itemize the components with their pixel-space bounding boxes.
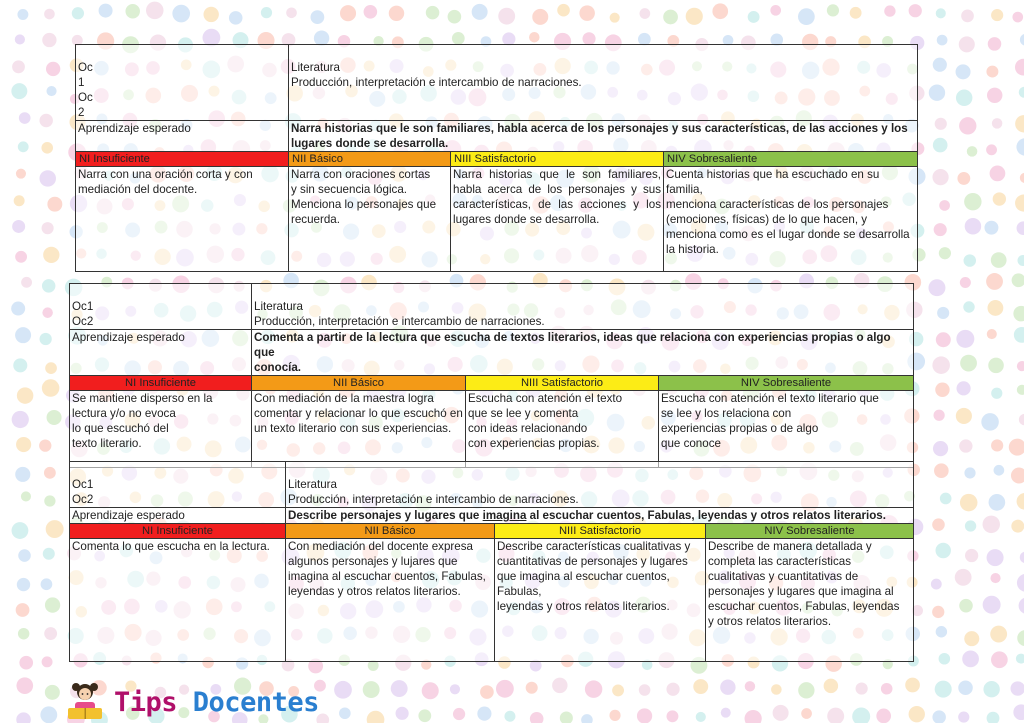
oc-label: Oc 1 Oc 2: [78, 61, 93, 119]
aprendizaje-text: [286, 508, 914, 524]
descriptors-row: [70, 391, 914, 468]
descriptor-n3: Narra historias que le son familiares, habla acerca de los personajes y sus características, de las acciones y los lugares donde se desarrolla.: [451, 167, 664, 272]
oc-row: [70, 284, 914, 330]
oc-label: Oc1 Oc2: [72, 478, 94, 506]
girl-reading-icon: [62, 682, 108, 722]
level-n4: NIV Sobresaliente: [706, 524, 914, 539]
descriptor-n1: Comenta lo que escucha en la lectura.: [70, 539, 286, 662]
level-n3: NIII Satisfactorio: [495, 524, 706, 539]
campo-text: Literatura Producción, interpretación e intercambio de narraciones.: [254, 300, 545, 328]
levels-row: [70, 524, 914, 539]
level-n1: NI Insuficiente: [70, 524, 286, 539]
aprendizaje-part-2: al escuchar cuentos, Fabulas, leyendas y otros relatos literarios.: [526, 509, 886, 522]
levels-row: [70, 376, 914, 391]
tips-docentes-logo: [62, 682, 319, 722]
aprendizaje-text: Comenta a partir de la lectura que escucha de textos literarios, ideas que relaciona con experiencias propias o algo que conocía.: [252, 330, 914, 376]
aprendizaje-row: [76, 121, 918, 152]
logo-word-tips: Tips: [114, 686, 178, 718]
level-n4: NIV Sobresaliente: [664, 152, 918, 167]
aprendizaje-label: Aprendizaje esperado: [70, 508, 286, 524]
oc-cell: [76, 45, 289, 121]
oc-row: [76, 45, 918, 121]
descriptor-n4: Describe de manera detallada y completa las características cualitativas y cuantitativas de personajes y lugares que imagina al escuchar cuentos, Fabulas, leyendas y otros relatos literarios.: [706, 539, 914, 662]
descriptor-n1: Narra con una oración corta y con mediación del docente.: [76, 167, 289, 272]
oc-label: Oc1 Oc2: [72, 300, 94, 328]
oc-cell: [70, 284, 252, 330]
campo-cell: [252, 284, 914, 330]
level-n2: NII Básico: [252, 376, 466, 391]
descriptor-n2: Con mediación de la maestra logra comentar y relacionar lo que escuchó en un texto literario con sus experiencias.: [252, 391, 466, 468]
campo-cell: [286, 462, 914, 508]
logo-word-docentes: Docentes: [192, 686, 319, 718]
level-n1: NI Insuficiente: [70, 376, 252, 391]
aprendizaje-label: Aprendizaje esperado: [76, 121, 289, 152]
descriptor-n4: Escucha con atención el texto literario que se lee y los relaciona con experiencias propias o de algo que conoce: [659, 391, 914, 468]
oc-cell: [70, 462, 286, 508]
aprendizaje-underlined: imagina: [482, 509, 527, 522]
rubric-table-1: [75, 44, 918, 272]
descriptors-row: [70, 539, 914, 662]
level-n2: NII Básico: [286, 524, 495, 539]
aprendizaje-label: Aprendizaje esperado: [70, 330, 252, 376]
level-n4: NIV Sobresaliente: [659, 376, 914, 391]
campo-text: Literatura Producción, interpretación e intercambio de narraciones.: [288, 478, 579, 506]
descriptors-row: [76, 167, 918, 272]
aprendizaje-row: [70, 330, 914, 376]
descriptor-n4: Cuenta historias que ha escuchado en su familia, menciona características de los personajes (emociones, físicas) de lo que hacen, y menciona como es el lugar donde se desarrolla la historia.: [664, 167, 918, 272]
aprendizaje-text: Narra historias que le son familiares, habla acerca de los personajes y sus características, de las acciones y los lugares donde se desarrolla.: [289, 121, 918, 152]
level-n3: NIII Satisfactorio: [466, 376, 659, 391]
level-n2: NII Básico: [289, 152, 451, 167]
rubric-table-2: [69, 283, 914, 468]
level-n3: NIII Satisfactorio: [451, 152, 664, 167]
descriptor-n2: Narra con oraciones cortas y sin secuencia lógica. Menciona lo personajes que recuerda.: [289, 167, 451, 272]
level-n1: NI Insuficiente: [76, 152, 289, 167]
campo-cell: [289, 45, 918, 121]
aprendizaje-part-1: Describe personajes y lugares que: [288, 509, 483, 522]
levels-row: [76, 152, 918, 167]
descriptor-n3: Describe características cualitativas y cuantitativas de personajes y lugares que imagina al escuchar cuentos, Fabulas, leyendas y otros relatos literarios.: [495, 539, 706, 662]
descriptor-n2: Con mediación del docente expresa algunos personajes y lujares que imagina al escuchar cuentos, Fabulas, leyendas y otros relatos literarios.: [286, 539, 495, 662]
rubric-table-3: [69, 461, 914, 662]
oc-row: [70, 462, 914, 508]
campo-text: Literatura Producción, interpretación e intercambio de narraciones.: [291, 61, 582, 89]
descriptor-n1: Se mantiene disperso en la lectura y/o no evoca lo que escuchó del texto literario.: [70, 391, 252, 468]
descriptor-n3: Escucha con atención el texto que se lee y comenta con ideas relacionando con experiencias propias.: [466, 391, 659, 468]
aprendizaje-row: [70, 508, 914, 524]
